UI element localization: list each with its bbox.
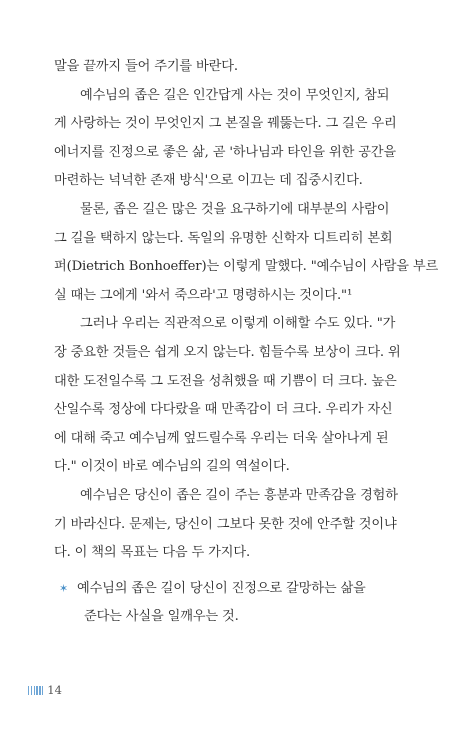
star-bullet-icon: ✶ — [59, 582, 69, 595]
text-line: 기 바라신다. 문제는, 당신이 그보다 못한 것에 안주할 것이냐 — [54, 516, 397, 532]
page-marker-bars-icon — [28, 686, 43, 695]
text-line: 퍼(Dietrich Bonhoeffer)는 이렇게 말했다. "예수님이 사람을 부르 — [54, 259, 439, 275]
text-line: 실 때는 그에게 '와서 죽으라'고 명령하시는 것이다."¹ — [54, 287, 353, 303]
text-line: 말을 끝까지 들어 주기를 바란다. — [54, 59, 238, 74]
text-line: 예수님은 당신이 좁은 길이 주는 흥분과 만족감을 경험하 — [80, 487, 398, 503]
text-line: 산일수록 정상에 다다랐을 때 만족감이 더 크다. 우리가 자신 — [54, 402, 393, 418]
bullet-text-line: 준다는 사실을 일깨우는 것. — [84, 609, 239, 624]
text-line: 다. 이 책의 목표는 다음 두 가지다. — [54, 545, 250, 561]
bullet-list-item — [54, 575, 420, 631]
bullet-row-first — [54, 575, 420, 603]
text-line: 예수님의 좁은 길은 인간답게 사는 것이 무엇인지, 참되 — [80, 87, 390, 103]
text-line: 물론, 좁은 길은 많은 것을 요구하기에 대부분의 사람이 — [80, 201, 390, 217]
text-line: 에 대해 죽고 예수님께 엎드릴수록 우리는 더욱 살아나게 된 — [54, 430, 389, 446]
text-line: 그 길을 택하지 않는다. 독일의 유명한 신학자 디트리히 본회 — [54, 230, 393, 246]
bullet-text-line: 예수님의 좁은 길이 당신이 진정으로 갈망하는 삶을 — [77, 581, 366, 596]
text-line: 그러나 우리는 직관적으로 이렇게 이해할 수도 있다. "가 — [80, 316, 396, 332]
page-body-text — [54, 53, 439, 568]
text-line: 에너지를 진정으로 좋은 삶, 곧 '하나님과 타인을 위한 공간을 — [54, 144, 396, 160]
text-line: 장 중요한 것들은 쉽게 오지 않는다. 힘들수록 보상이 크다. 위 — [54, 344, 401, 360]
text-line: 다." 이것이 바로 예수님의 길의 역설이다. — [54, 459, 290, 475]
page-number: 14 — [47, 683, 62, 697]
text-line: 마련하는 넉넉한 존재 방식'으로 이끄는 데 집중시킨다. — [54, 173, 363, 189]
text-line: 게 사랑하는 것이 무엇인지 그 본질을 꿰뚫는다. 그 길은 우리 — [54, 116, 397, 132]
text-line: 대한 도전일수록 그 도전을 성취했을 때 기쁨이 더 크다. 높은 — [54, 373, 397, 389]
page-footer — [28, 683, 62, 697]
